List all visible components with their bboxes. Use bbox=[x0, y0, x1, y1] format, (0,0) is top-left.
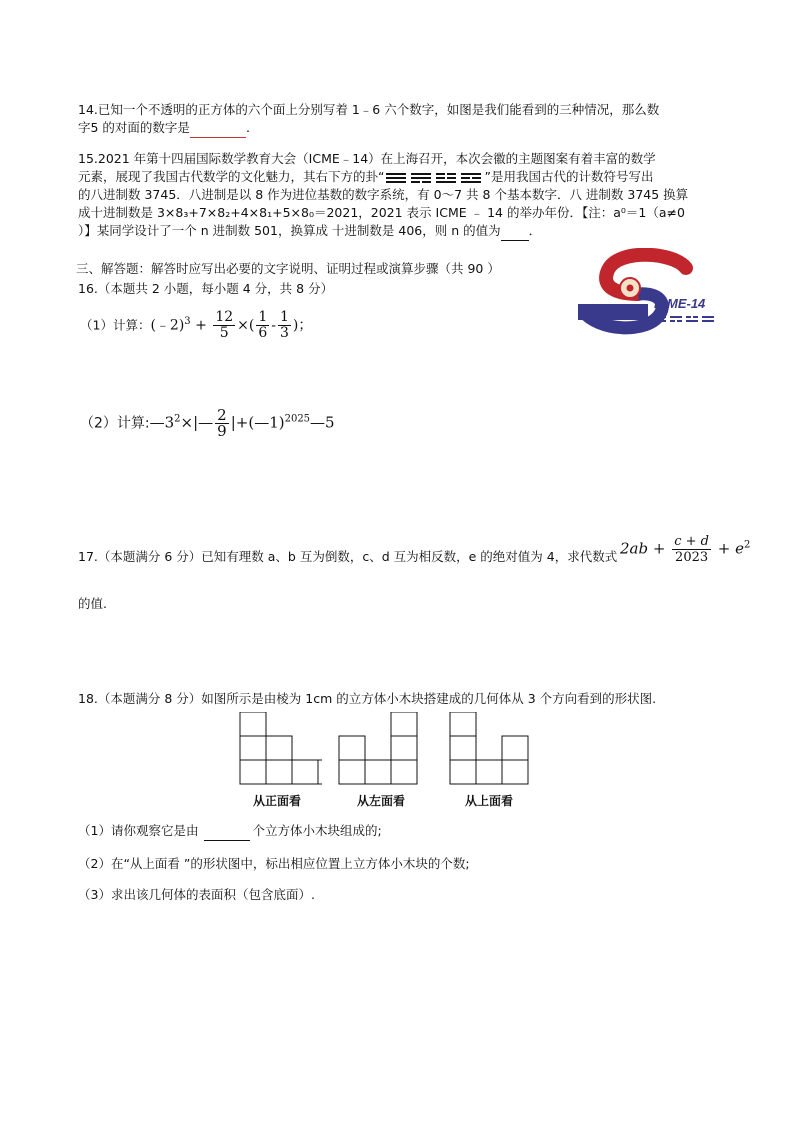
left-view-figure bbox=[337, 712, 421, 786]
q15-line-3: 的八进制数 3745．八进制是以 8 作为进位基数的数字系统，有 0～7 共 8 个基本数字．八 进制数 3745 换算 bbox=[78, 187, 689, 202]
view-cube-cell bbox=[365, 760, 391, 784]
q18-answer-blank[interactable] bbox=[204, 822, 250, 841]
front-view-figure bbox=[238, 712, 322, 786]
q18-sub-2: （2）在“从上面看 ”的形状图中，标出相应位置上立方体小木块的个数; bbox=[78, 856, 470, 871]
q17-text: 17.（本题满分 6 分）已知有理数 a、b 互为倒数，c、d 互为相反数，e 的绝对值为 4，求代数式 bbox=[78, 549, 618, 564]
q15-line-5: ）】某同学设计了一个 n 进制数 501，换算成 十进制数是 406，则 n 的值为 ． bbox=[78, 222, 541, 241]
q15-line-1: 15.2021 年第十四届国际数学教育大会（ICME﹣14）在上海召开，本次会徽的主题图案有着丰富的数学 bbox=[78, 151, 656, 166]
q18-sub-3: （3）求出该几何体的表面积（包含底面）. bbox=[78, 887, 315, 902]
view-cube-cell bbox=[240, 760, 266, 784]
q16-part-1: （1）计算：(﹣2)$^3$ + $\frac{12}{5}$ ×( $\frac{1}{6}$ - $\frac{1}{3}$ )； bbox=[80, 309, 313, 341]
logo-text: ICME-14 bbox=[654, 296, 706, 311]
view-cube-cell bbox=[391, 760, 417, 784]
view-cube-cell bbox=[318, 760, 322, 784]
q15-line-4: 成十进制数是 3×8₃+7×8₂+4×8₁+5×8₀＝2021，2021 表示 ICME ﹣ 14 的举办年份．【注：a⁰＝1（a≠0 bbox=[78, 205, 685, 220]
q16-header: 16.（本题共 2 小题，每小题 4 分，共 8 分） bbox=[78, 281, 334, 296]
top-view-caption: 从上面看 bbox=[465, 794, 514, 808]
q18-text: 18.（本题满分 8 分）如图所示是由棱为 1cm 的立方体小木块搭建成的几何体从 3 个方向看到的形状图. bbox=[78, 691, 657, 706]
q18-sub-1: （1）请你观察它是由 个立方体小木块组成的; bbox=[78, 822, 382, 841]
front-view-caption: 从正面看 bbox=[253, 794, 302, 808]
q14-line-2: 字5 的对面的数字是 . bbox=[78, 119, 250, 138]
logo-blue-band bbox=[578, 304, 648, 320]
fraction-1-6: $\frac{1}{6}$ bbox=[258, 309, 268, 341]
view-cube-cell bbox=[391, 712, 417, 736]
icme-14-logo bbox=[578, 248, 728, 338]
q15-answer-blank[interactable] bbox=[501, 222, 529, 241]
view-cube-cell bbox=[391, 736, 417, 760]
q16-part-2: （2）计算$:—3^2\times|—$ $\frac{2}{9}$ |+(—1)$^{2025}$—5 bbox=[80, 406, 335, 440]
fraction-2-9: $\frac{2}{9}$ bbox=[217, 406, 227, 440]
view-cube-cell bbox=[339, 760, 365, 784]
view-cube-cell bbox=[240, 736, 266, 760]
top-view-figure bbox=[448, 712, 532, 786]
view-cube-cell bbox=[502, 736, 528, 760]
q14-line-1: 14.已知一个不透明的正方体的六个面上分别写着 1﹣6 六个数字，如图是我们能看到的三种情况，那么数 bbox=[78, 102, 660, 117]
view-cube-cell bbox=[266, 736, 292, 760]
view-cube-cell bbox=[476, 760, 502, 784]
q17-tail: 的值. bbox=[78, 596, 107, 611]
view-cube-cell bbox=[450, 760, 476, 784]
fraction-12-5: $\frac{12}{5}$ bbox=[215, 309, 234, 341]
gua-symbol-icon bbox=[386, 172, 482, 184]
view-cube-cell bbox=[266, 760, 292, 784]
fraction-1-3: $\frac{1}{3}$ bbox=[280, 309, 289, 341]
left-view-caption: 从左面看 bbox=[357, 794, 406, 808]
view-cube-cell bbox=[240, 712, 266, 736]
view-cube-cell bbox=[450, 712, 476, 736]
q15-line-2: 元素，展现了我国古代数学的文化魅力，其右下方的卦“ ”是用我国古代的计数符号写出 bbox=[78, 169, 654, 184]
fraction-c-plus-d-over-2023: $\frac{c + d}{2023}$ bbox=[674, 534, 709, 565]
view-cube-cell bbox=[450, 736, 476, 760]
view-cube-cell bbox=[292, 760, 318, 784]
q17-expression: 2ab + $\frac{c + d}{2023}$ + $e^2$ bbox=[620, 534, 751, 565]
view-cube-cell bbox=[502, 760, 528, 784]
q14-answer-blank[interactable] bbox=[190, 119, 246, 138]
section-3-title: 三、解答题：解答时应写出必要的文字说明、证明过程或演算步骤（共 90 ） bbox=[76, 261, 500, 276]
view-cube-cell bbox=[339, 736, 365, 760]
